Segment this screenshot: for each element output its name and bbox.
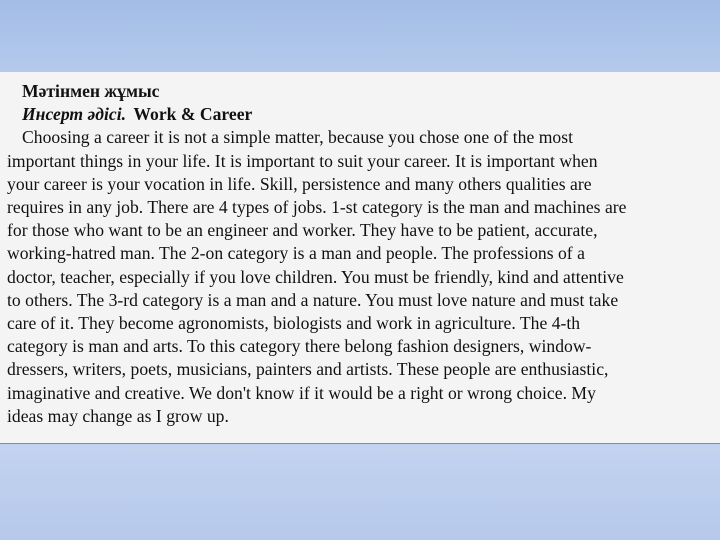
text-card <box>0 72 720 444</box>
essay-line: doctor, teacher, especially if you love children. You must be friendly, kind and attentive <box>7 266 624 287</box>
essay-line: dressers, writers, poets, musicians, painters and artists. These people are enthusiastic, <box>7 359 609 380</box>
topic-title: Work & Career <box>133 104 253 125</box>
method-heading <box>7 103 715 126</box>
essay-line: working-hatred man. The 2-on category is a man and people. The professions of a <box>7 243 585 264</box>
card-content <box>7 80 715 428</box>
essay-line: your career is your vocation in life. Skill, persistence and many others qualities are <box>7 173 592 194</box>
essay-line: imaginative and creative. We don't know if it would be a right or wrong choice. My <box>7 382 596 403</box>
task-title: Мәтінмен жұмыс <box>22 81 160 101</box>
essay-line: requires in any job. There are 4 types of jobs. 1-st category is the man and machines are <box>7 197 627 218</box>
essay-line: for those who want to be an engineer and worker. They have to be patient, accurate, <box>7 220 598 241</box>
essay-line: important things in your life. It is important to suit your career. It is important when <box>7 150 598 171</box>
essay-line: Choosing a career it is not a simple matter, because you chose one of the most <box>22 127 573 148</box>
essay-line: ideas may change as I grow up. <box>7 405 229 426</box>
method-title: Инсерт әдісі. <box>22 104 127 125</box>
essay-body <box>7 126 715 428</box>
essay-line: category is man and arts. To this category there belong fashion designers, window- <box>7 336 592 357</box>
essay-line: care of it. They become agronomists, biologists and work in agriculture. The 4-th <box>7 313 581 334</box>
essay-line: to others. The 3-rd category is a man and a nature. You must love nature and must take <box>7 289 619 310</box>
